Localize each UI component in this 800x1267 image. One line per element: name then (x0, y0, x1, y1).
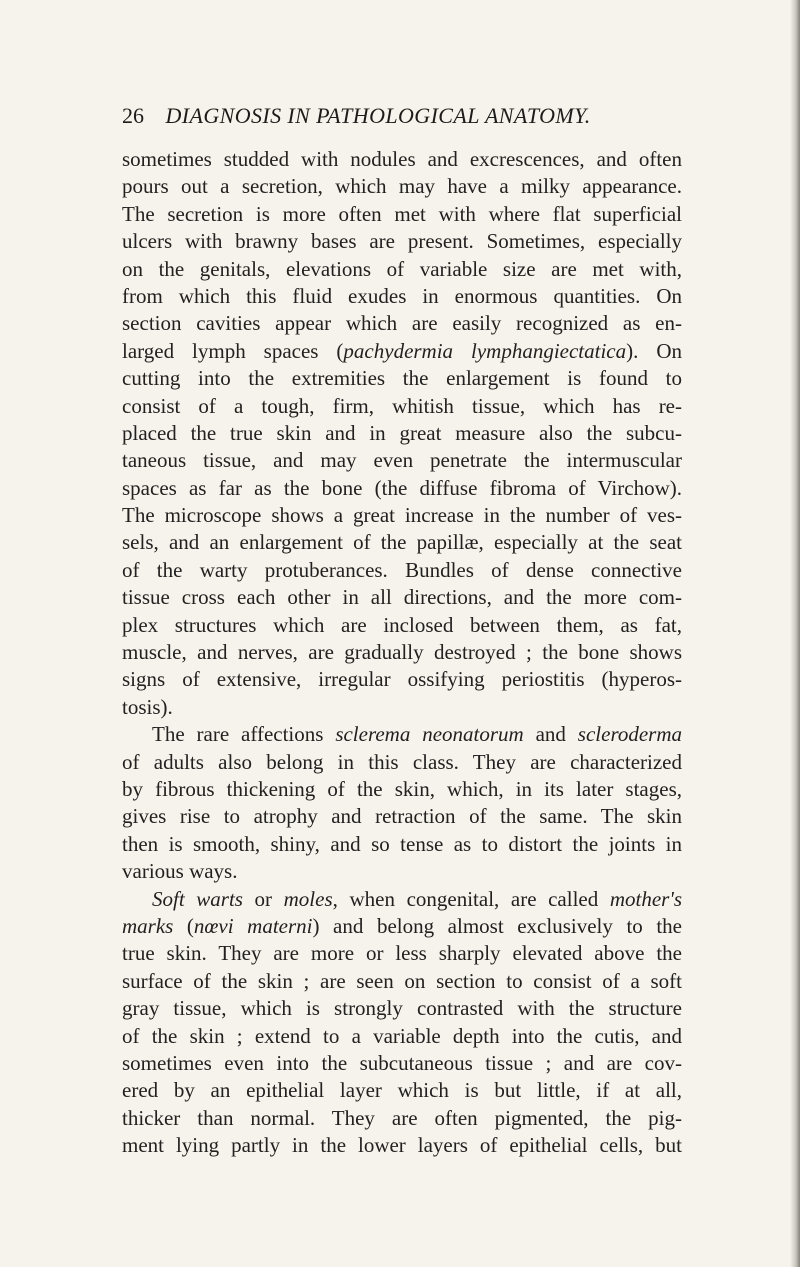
text-run: ) and belong almost exclusively to the (312, 913, 682, 938)
text-run: The microscope shows a great increase in the number of ves- (122, 503, 682, 528)
text-run: surface of the skin ; are seen on section to consist of a soft (122, 968, 682, 993)
text-run: muscle, and nerves, are gradually destroyed ; the bone shows (122, 640, 682, 665)
text-line (122, 146, 682, 173)
text-run: of the warty protuberances. Bundles of dense connective (122, 557, 682, 582)
text-line (122, 173, 682, 200)
text-line (122, 612, 682, 639)
text-line (122, 831, 682, 858)
italic-text: moles (283, 886, 333, 911)
italic-text: sclerema neonatorum (335, 722, 524, 747)
text-run: spaces as far as the bone (the diffuse fibroma of Virchow). (122, 475, 682, 500)
text-line (122, 201, 682, 228)
text-run: and (523, 722, 578, 747)
page-number: 26 (122, 103, 144, 128)
running-header (122, 101, 722, 131)
text-run: taneous tissue, and may even penetrate the intermuscular (122, 448, 682, 473)
text-line (122, 995, 682, 1022)
text-line (122, 557, 682, 584)
text-run: ). On (626, 338, 682, 363)
text-run: of adults also belong in this class. They are characterized (122, 749, 682, 774)
text-line (122, 529, 682, 556)
text-run: then is smooth, shiny, and so tense as to distort the joints in (122, 831, 682, 856)
text-line (122, 749, 682, 776)
text-run: tissue cross each other in all directions, and the more com- (122, 585, 682, 610)
text-run: gives rise to atrophy and retraction of the same. The skin (122, 804, 682, 829)
text-run: , when congenital, are called (332, 886, 610, 911)
text-run: section cavities appear which are easily recognized as en- (122, 311, 682, 336)
text-run: signs of extensive, irregular ossifying periostitis (hyperos- (122, 667, 682, 692)
text-line (122, 365, 682, 392)
text-run: consist of a tough, firm, whitish tissue, which has re- (122, 393, 682, 418)
text-run: larged lymph spaces ( (122, 338, 344, 363)
text-run: of the skin ; extend to a variable depth into the cutis, and (122, 1023, 682, 1048)
text-line (122, 447, 682, 474)
text-line (122, 1105, 682, 1132)
text-run: on the genitals, elevations of variable size are met with, (122, 256, 682, 281)
text-line (122, 803, 682, 830)
text-line (122, 1023, 682, 1050)
text-line (122, 393, 682, 420)
text-run: plex structures which are inclosed between them, as fat, (122, 612, 682, 637)
text-run: by fibrous thickening of the skin, which, in its later stages, (122, 776, 682, 801)
text-line (122, 420, 682, 447)
body-text (122, 146, 682, 1159)
text-line (122, 283, 682, 310)
text-line (122, 858, 682, 885)
text-line (122, 310, 682, 337)
text-run: thicker than normal. They are often pigmented, the pig- (122, 1105, 682, 1130)
text-run: true skin. They are more or less sharply elevated above the (122, 941, 682, 966)
text-run: ulcers with brawny bases are present. Sometimes, especially (122, 229, 682, 254)
text-line (122, 968, 682, 995)
text-run: placed the true skin and in great measure also the subcu- (122, 420, 682, 445)
text-line (122, 940, 682, 967)
text-run: sometimes studded with nodules and excrescences, and often (122, 147, 682, 171)
text-run: sels, and an enlargement of the papillæ, especially at the seat (122, 530, 682, 555)
italic-text: pachydermia lymphangiectatica (343, 338, 627, 363)
page-edge-shadow (790, 0, 800, 1267)
italic-text: marks (122, 913, 174, 938)
text-run: ( (173, 913, 194, 938)
text-run: The secretion is more often met with where flat superficial (122, 201, 682, 226)
text-line (122, 886, 682, 913)
text-run: cutting into the extremities the enlargement is found to (122, 366, 682, 391)
text-run: The rare affections (152, 722, 336, 747)
text-run: tosis). (122, 694, 173, 719)
text-run: or (242, 886, 284, 911)
italic-text: mother's (609, 886, 682, 911)
text-run: pours out a secretion, which may have a milky appearance. (122, 174, 682, 199)
text-line (122, 256, 682, 283)
italic-text: nœvi materni (193, 913, 313, 938)
text-line (122, 1050, 682, 1077)
italic-text: scleroderma (577, 722, 682, 747)
text-line (122, 584, 682, 611)
italic-text: Soft warts (152, 886, 243, 911)
text-line (122, 338, 682, 365)
text-line (122, 1132, 682, 1159)
text-run: ered by an epithelial layer which is but little, if at all, (122, 1078, 682, 1103)
text-line (122, 776, 682, 803)
text-line (122, 913, 682, 940)
text-line (122, 475, 682, 502)
text-line (122, 694, 682, 721)
text-line (122, 1077, 682, 1104)
text-run: ment lying partly in the lower layers of epithelial cells, but (122, 1133, 682, 1158)
text-run: sometimes even into the subcutaneous tissue ; and are cov- (122, 1050, 682, 1075)
text-line (122, 666, 682, 693)
text-line (122, 502, 682, 529)
text-line (122, 639, 682, 666)
text-run: various ways. (122, 859, 238, 884)
text-run: from which this fluid exudes in enormous quantities. On (122, 283, 682, 308)
text-run: gray tissue, which is strongly contrasted with the structure (122, 996, 682, 1021)
text-line (122, 228, 682, 255)
text-line (122, 721, 682, 748)
running-title: DIAGNOSIS IN PATHOLOGICAL ANATOMY. (165, 103, 591, 128)
